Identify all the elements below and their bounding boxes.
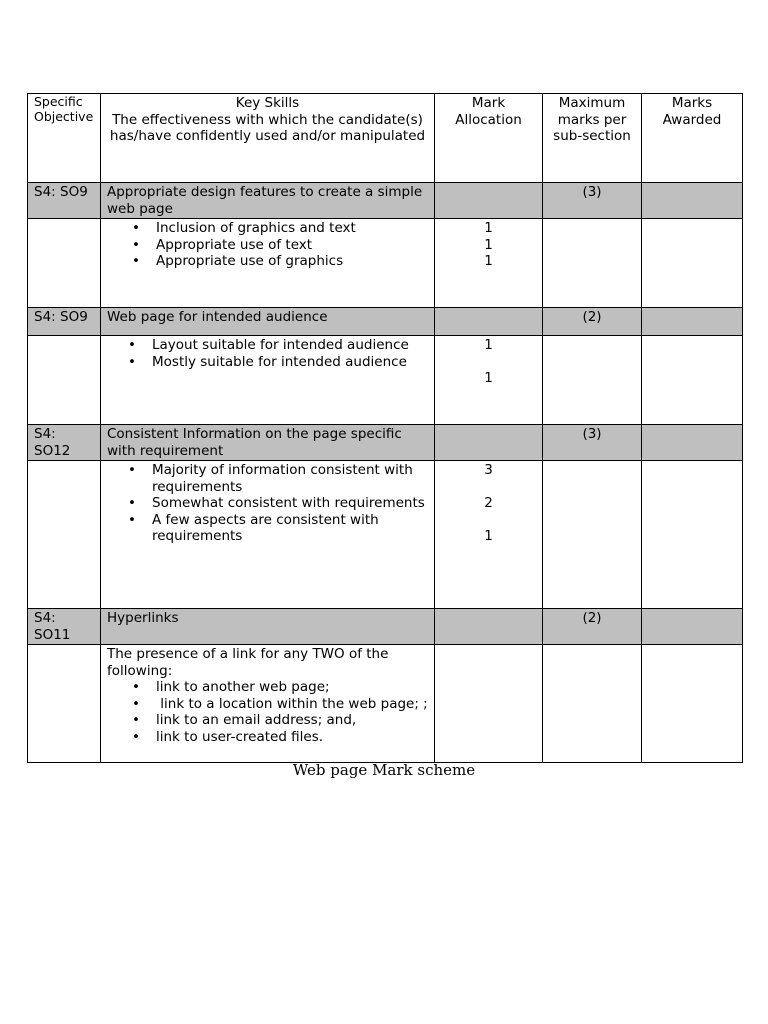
- section-row: [28, 609, 743, 645]
- criteria-list: [107, 337, 428, 370]
- mark-value: 1: [484, 220, 493, 236]
- header-row: [28, 94, 743, 183]
- section-row: [28, 425, 743, 461]
- criteria-list: [107, 462, 428, 545]
- criteria-row: [28, 461, 743, 609]
- section-title: Web page for intended audience: [101, 308, 435, 336]
- header-key-skills-desc: The effectiveness with which the candidate(s) has/have confidently used and/or manipulated: [109, 111, 426, 144]
- criteria-row: [28, 336, 743, 425]
- criteria-item: • Appropriate use of graphics: [156, 253, 428, 270]
- mark-value: 1: [484, 337, 493, 353]
- section-row: [28, 183, 743, 219]
- mark-allocation-cell: [435, 219, 543, 308]
- header-key-skills-title: Key Skills: [235, 95, 300, 111]
- criteria-list: [107, 679, 428, 745]
- header-marks-awarded: Marks Awarded: [642, 94, 743, 183]
- section-objective: S4: SO9: [28, 308, 101, 336]
- criteria-item: • Majority of information consistent with requirements: [152, 462, 428, 495]
- marks-awarded-cell: [642, 308, 743, 336]
- criteria-item: • Appropriate use of text: [156, 237, 428, 254]
- section-max-marks: (2): [543, 609, 642, 645]
- criteria-item: • Mostly suitable for intended audience: [152, 354, 428, 371]
- mark-allocation-cell: [435, 336, 543, 425]
- mark-value: 1: [484, 528, 493, 544]
- header-key-skills: [101, 94, 435, 183]
- section-objective: S4: SO9: [28, 183, 101, 219]
- mark-value: 2: [484, 495, 493, 511]
- criteria-row: [28, 219, 743, 308]
- marks-awarded-cell: [642, 219, 743, 308]
- section-row: [28, 308, 743, 336]
- section-objective: S4: SO12: [28, 425, 101, 461]
- section-max-marks: (3): [543, 183, 642, 219]
- marks-awarded-cell: [642, 425, 743, 461]
- mark-scheme-table: [27, 93, 743, 763]
- criteria-item: • link to an email address; and,: [156, 712, 428, 729]
- mark-allocation-cell: [435, 461, 543, 609]
- header-objective: Specific Objective: [28, 94, 101, 183]
- section-max-marks: (2): [543, 308, 642, 336]
- mark-value: 1: [484, 370, 493, 386]
- marks-awarded-cell: [642, 645, 743, 763]
- mark-value: 3: [484, 462, 493, 478]
- criteria-item: • Somewhat consistent with requirements: [152, 495, 428, 512]
- criteria-item: • Inclusion of graphics and text: [156, 220, 428, 237]
- criteria-item: • link to another web page;: [156, 679, 428, 696]
- section-max-marks: (3): [543, 425, 642, 461]
- criteria-intro: The presence of a link for any TWO of the following:: [107, 646, 389, 679]
- mark-value: 1: [484, 236, 493, 253]
- criteria-row: [28, 645, 743, 763]
- criteria-item: • Layout suitable for intended audience: [152, 337, 428, 354]
- marks-awarded-cell: [642, 461, 743, 609]
- section-title: Consistent Information on the page specific with requirement: [101, 425, 435, 461]
- criteria-item: • link to a location within the web page; ;: [156, 696, 428, 713]
- section-objective: S4: SO11: [28, 609, 101, 645]
- marks-awarded-cell: [642, 183, 743, 219]
- header-mark-allocation: Mark Allocation: [435, 94, 543, 183]
- table-caption: Web page Mark scheme: [292, 761, 476, 779]
- marks-awarded-cell: [642, 336, 743, 425]
- criteria-list: [107, 220, 428, 270]
- section-title: Hyperlinks: [101, 609, 435, 645]
- header-max-marks: Maximum marks per sub-section: [543, 94, 642, 183]
- criteria-item: • link to user-created files.: [156, 729, 428, 746]
- criteria-item: • A few aspects are consistent with requirements: [152, 512, 428, 545]
- section-title: Appropriate design features to create a simple web page: [101, 183, 435, 219]
- mark-value: 1: [484, 253, 493, 269]
- marks-awarded-cell: [642, 609, 743, 645]
